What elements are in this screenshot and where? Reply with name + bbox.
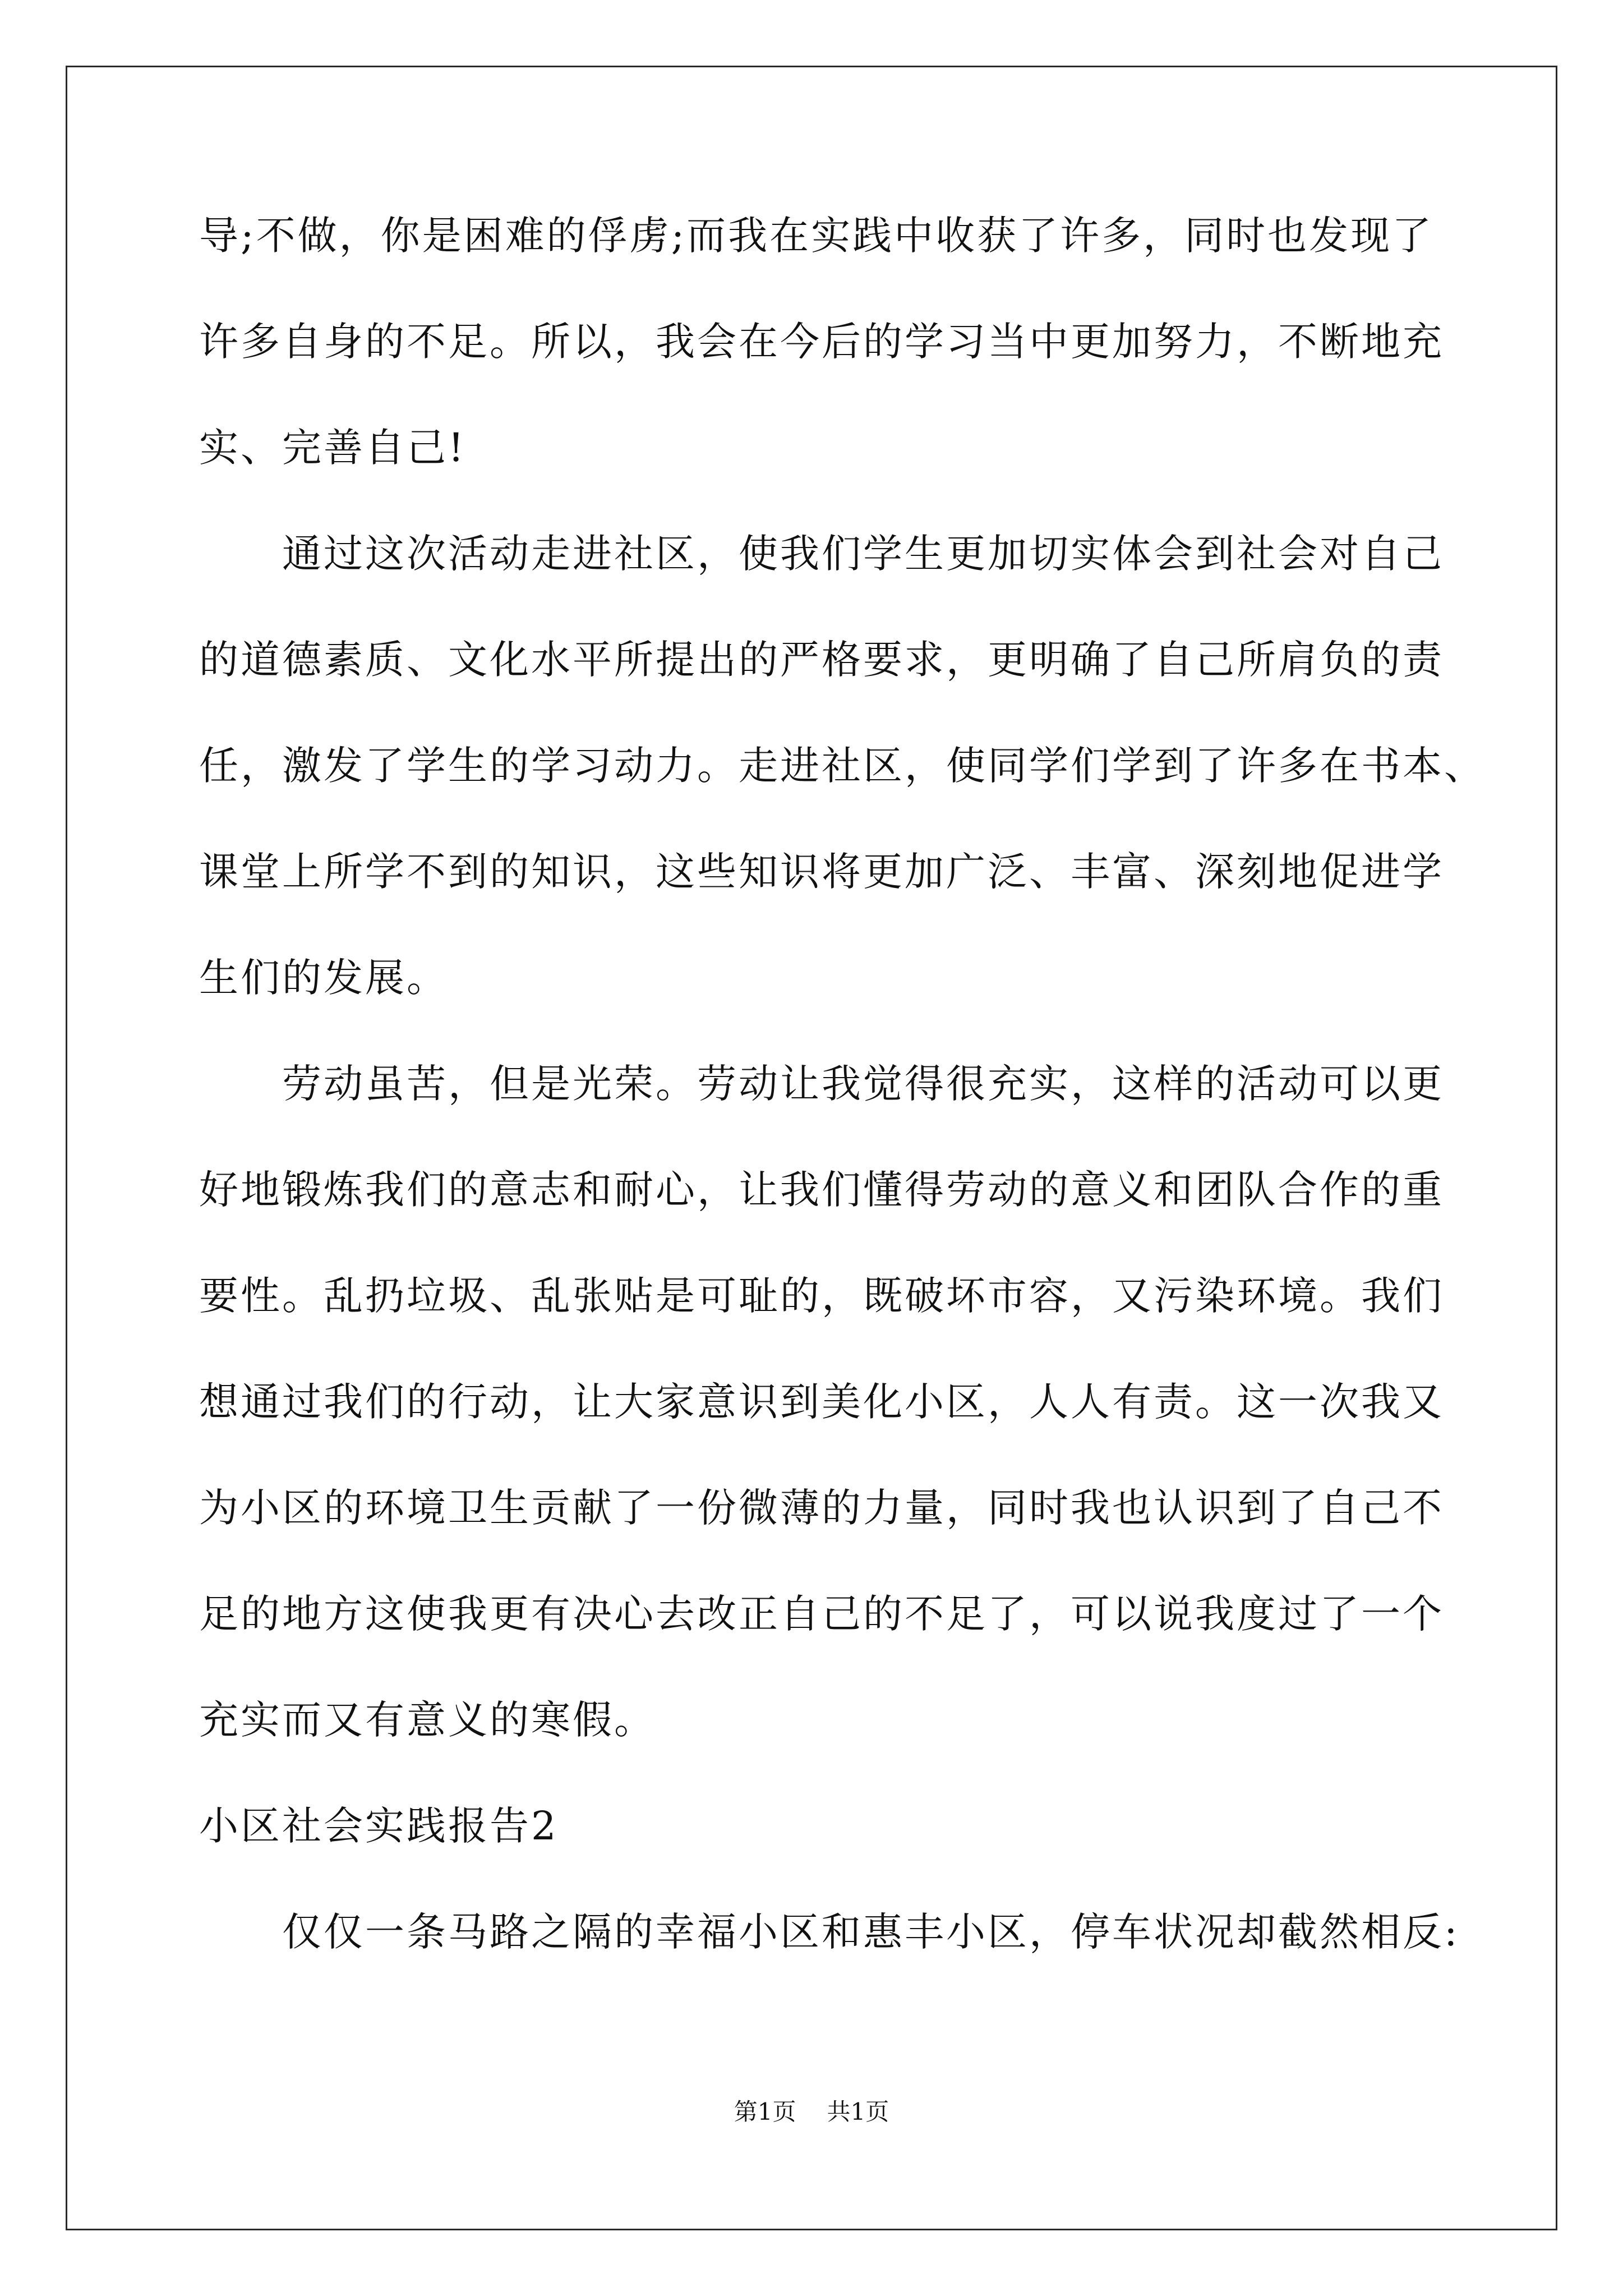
text-line: 要性。乱扔垃圾、乱张贴是可耻的，既破坏市容，又污染环境。我们 [199,1273,1444,1319]
text-line: 足的地方这使我更有决心去改正自己的不足了，可以说我度过了一个 [199,1591,1444,1637]
text-line: 课堂上所学不到的知识，这些知识将更加广泛、丰富、深刻地促进学 [199,849,1444,895]
text-line: 为小区的环境卫生贡献了一份微薄的力量，同时我也认识到了自己不 [199,1485,1444,1531]
document-body [199,213,1486,2018]
text-line: 生们的发展。 [199,955,448,1001]
text-line: 的道德素质、文化水平所提出的严格要求，更明确了自己所肩负的责 [199,637,1444,683]
page-number: 第1页 [734,2098,796,2125]
page-footer [0,2098,1623,2126]
text-line: 好地锻炼我们的意志和耐心，让我们懂得劳动的意义和团队合作的重 [199,1167,1444,1213]
text-line: 许多自身的不足。所以，我会在今后的学习当中更加努力，不断地充 [199,319,1444,365]
paragraph-start-line: 通过这次活动走进社区，使我们学生更加切实体会到社会对自己 [282,531,1444,577]
page-total: 共1页 [827,2098,889,2125]
text-line: 实、完善自己! [199,425,467,471]
section-heading: 小区社会实践报告2 [199,1803,559,1849]
text-line: 充实而又有意义的寒假。 [199,1697,656,1743]
paragraph-start-line: 劳动虽苦，但是光荣。劳动让我觉得很充实，这样的活动可以更 [282,1061,1444,1107]
paragraph-start-line: 仅仅一条马路之隔的幸福小区和惠丰小区，停车状况却截然相反: [282,1909,1460,1955]
text-line: 任，激发了学生的学习动力。走进社区，使同学们学到了许多在书本、 [199,743,1486,789]
text-line: 想通过我们的行动，让大家意识到美化小区，人人有责。这一次我又 [199,1379,1444,1425]
text-line: 导;不做，你是困难的俘虏;而我在实践中收获了许多，同时也发现了 [199,213,1434,259]
